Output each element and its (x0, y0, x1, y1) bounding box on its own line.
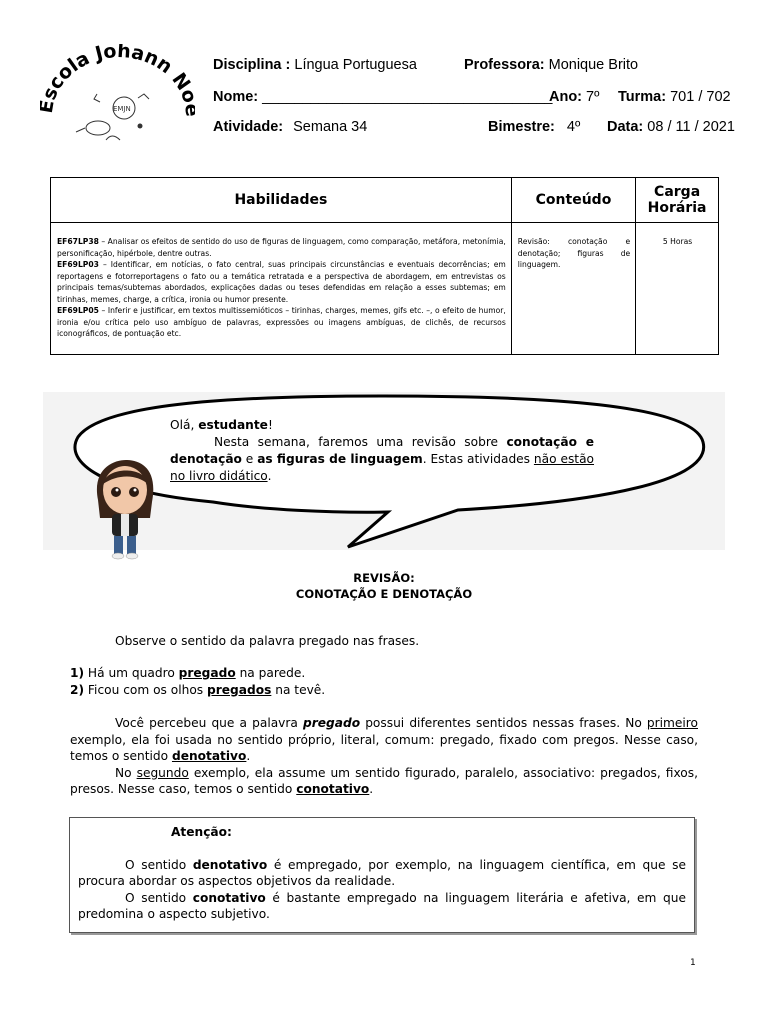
intro-paragraph: Observe o sentido da palavra pregado nas frases. (115, 634, 420, 648)
bubble-text-bold: conotação e denotação (170, 435, 594, 466)
header-conteudo: Conteúdo (511, 178, 635, 223)
school-logo-text: scola Johann N (40, 44, 195, 104)
skill-code: EF69LP05 (57, 306, 99, 315)
section-title-line1: REVISÃO: (353, 571, 415, 585)
paragraph-underline: segundo (136, 765, 189, 780)
page-number: 1 (690, 958, 696, 968)
paragraph-text: possui diferentes sentidos nessas frases. No (360, 716, 647, 730)
example-text: Ficou com os olhos (84, 683, 208, 697)
skill-code: EF69LP03 (57, 260, 99, 269)
atividade-value: Semana 34 (293, 119, 368, 135)
speech-bubble-text (170, 417, 594, 485)
carga-horaria-cell: 5 Horas (636, 223, 719, 355)
example-1 (70, 665, 690, 682)
bimestre-label: Bimestre: (488, 119, 555, 135)
attention-keyword: conotativo (192, 890, 266, 905)
ano-label: Ano: (549, 89, 583, 105)
example-text: Há um quadro (84, 666, 179, 680)
header-carga-horaria: Carga Horária (636, 178, 719, 223)
student-character-illustration (88, 460, 162, 560)
school-logo-badge: EMJN (113, 105, 131, 113)
skills-table (50, 177, 719, 355)
ano-field (549, 89, 599, 105)
example-2 (70, 682, 690, 699)
example-text: na parede. (235, 666, 306, 680)
disciplina-value: Língua Portuguesa (294, 57, 417, 73)
explanation-paragraphs (70, 715, 698, 798)
paragraph-text: exemplo, ela assume um sentido figurado, paralelo, associativo: pregados, fixos, presos. Nesse caso, temos o sentido (70, 765, 698, 796)
example-number: 1) (70, 666, 85, 680)
paragraph-keyword: denotativo (171, 749, 247, 763)
attention-text: é bastante empregado na linguagem literária e afetiva, em que predomina o aspecto subjetivo. (78, 890, 686, 921)
paragraph-text: exemplo, ela foi usada no sentido próprio, literal, comum: pregado, fixado com pregos. Nesse caso, temos o sentido (70, 732, 698, 763)
example-text: na tevê. (271, 683, 326, 697)
bubble-greeting-end: ! (267, 418, 273, 432)
nome-field[interactable] (213, 89, 552, 105)
attention-paragraph-1 (78, 857, 686, 890)
bimestre-field (488, 119, 580, 135)
turma-field (618, 89, 731, 105)
attention-box (69, 817, 695, 933)
disciplina-label: Disciplina : (213, 57, 291, 73)
data-field (607, 119, 735, 135)
school-logo (40, 44, 195, 154)
bubble-text: e (241, 452, 258, 466)
paragraph-text: . (369, 782, 374, 796)
attention-text: O sentido (125, 857, 193, 872)
example-number: 2) (70, 683, 85, 697)
paragraph-text: . (246, 749, 251, 763)
habilidades-cell (51, 223, 512, 355)
bubble-greeting-bold: estudante (198, 418, 268, 432)
skill-text: – Analisar os efeitos de sentido do uso de figuras de linguagem, como comparação, metáfora, metonímia, personificação, hipérbole, dentre outras. (57, 237, 506, 258)
paragraph-2 (70, 765, 698, 798)
bubble-greeting: Olá, (170, 418, 199, 432)
skill-code: EF67LP38 (57, 237, 99, 246)
attention-title: Atenção: (171, 825, 232, 839)
professora-value: Monique Brito (548, 57, 639, 73)
professora-field (464, 57, 638, 73)
ano-value: 7º (586, 89, 600, 105)
data-label: Data: (607, 119, 644, 135)
bubble-text: . Estas atividades (422, 452, 534, 466)
attention-content (78, 824, 686, 923)
attention-text: é empregado, por exemplo, na linguagem científica, em que se procura abordar os aspectos objetivos da realidade. (78, 857, 686, 888)
nome-line[interactable]: ____________________________________ (262, 89, 553, 105)
attention-keyword: denotativo (192, 857, 268, 872)
bubble-text: Nesta semana, faremos uma revisão sobre (214, 435, 507, 449)
attention-paragraph-2 (78, 890, 686, 923)
professora-label: Professora: (464, 57, 545, 73)
skill-text: – Identificar, em notícias, o fato central, suas principais circunstâncias e eventuais decorrências; em reportagens e fotorreportagens o fato ou a temática retratada e a perspectiva de abordagem, em entrevistas os principais temas/subtemas abordados, explicações dadas ou teses defendidas em relação a esses subtemas; em tirinhas, memes, charge, a crítica, ironia ou humor presente. (57, 260, 506, 304)
turma-value: 701 / 702 (670, 89, 731, 105)
attention-text: O sentido (125, 890, 193, 905)
paragraph-keyword: conotativo (296, 782, 370, 796)
turma-label: Turma: (618, 89, 667, 105)
disciplina-field (213, 57, 417, 73)
paragraph-1 (70, 715, 698, 765)
paragraph-text: No (115, 765, 137, 780)
nome-label: Nome: (213, 89, 259, 105)
bubble-text-underline: não estão no livro didático (170, 452, 595, 483)
skill-text: – Inferir e justificar, em textos multissemióticos – tirinhas, charges, memes, gifs etc. –, o efeito de humor, ironia e/ou crítica pelo uso ambíguo de palavras, expressões ou imagens ambíguas, de clichês, de recursos iconográficos, de pontuação etc. (57, 306, 506, 338)
bubble-text-bold: as figuras de linguagem (257, 452, 423, 466)
section-title (200, 570, 568, 602)
paragraph-text: Você percebeu que a palavra (115, 716, 304, 730)
conteudo-cell: Revisão: conotação e denotação; figuras de linguagem. (511, 223, 635, 355)
atividade-label: Atividade: (213, 119, 284, 135)
example-keyword: pregado (178, 666, 236, 680)
bubble-text: . (267, 469, 272, 483)
section-title-line2: CONOTAÇÃO E DENOTAÇÃO (295, 587, 473, 601)
header-habilidades: Habilidades (51, 178, 512, 223)
example-keyword: pregados (207, 683, 272, 697)
bimestre-value: 4º (566, 119, 581, 135)
atividade-field (213, 119, 367, 135)
data-value: 08 / 11 / 2021 (647, 119, 735, 135)
paragraph-keyword: pregado (303, 716, 361, 730)
paragraph-underline: primeiro (646, 716, 698, 730)
